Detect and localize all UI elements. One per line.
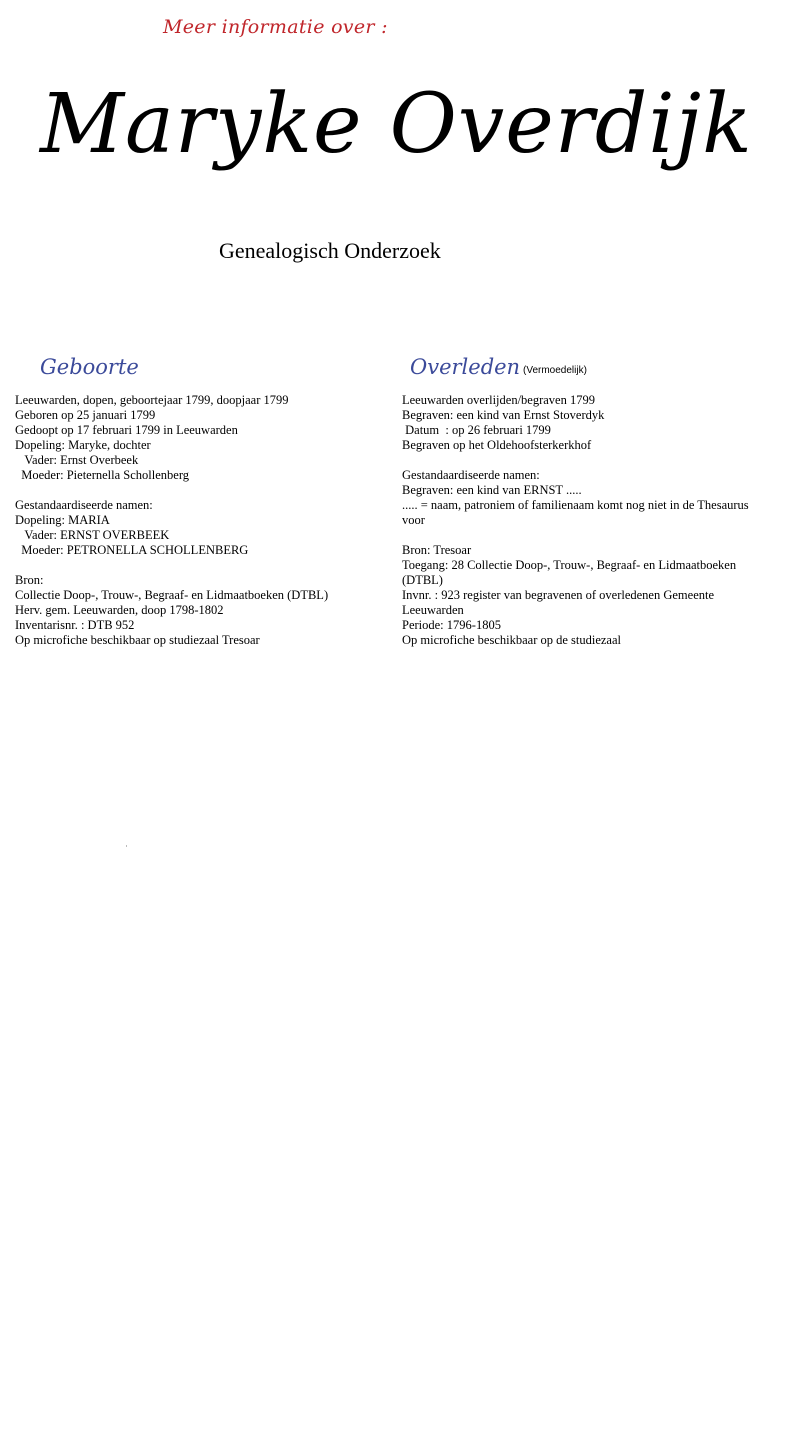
- father-name: Vader: Ernst Overbeek: [15, 453, 139, 467]
- death-heading: Overleden: [410, 355, 521, 379]
- source-inventory: Invnr. : 923 register van begravenen of overledenen Gemeente Leeuwarden: [402, 588, 718, 617]
- source-label: Bron:: [15, 573, 44, 587]
- birth-source-line: Leeuwarden, dopen, geboortejaar 1799, doopjaar 1799: [15, 393, 289, 407]
- death-column: [402, 393, 772, 648]
- standardized-mother: Moeder: PETRONELLA SCHOLLENBERG: [15, 543, 249, 557]
- birth-heading: Geboorte: [40, 355, 139, 379]
- intro-text: Meer informatie over :: [163, 16, 388, 38]
- source-availability: Op microfiche beschikbaar op studiezaal Tresoar: [15, 633, 260, 647]
- source-availability: Op microfiche beschikbaar op de studiezaal: [402, 633, 622, 647]
- source-collection: Collectie Doop-, Trouw-, Begraaf- en Lidmaatboeken (DTBL): [15, 588, 329, 602]
- spacer: [402, 453, 772, 468]
- stray-mark: [126, 845, 127, 847]
- source-access: Toegang: 28 Collectie Doop-, Trouw-, Begraaf- en Lidmaatboeken (DTBL): [402, 558, 740, 587]
- standardized-father: Vader: ERNST OVERBEEK: [15, 528, 170, 542]
- burial-record: Begraven: een kind van Ernst Stoverdyk: [402, 408, 605, 422]
- standardized-label: Gestandaardiseerde namen:: [402, 468, 540, 482]
- source-label: Bron: Tresoar: [402, 543, 472, 557]
- source-period: Periode: 1796-1805: [402, 618, 501, 632]
- standardized-note: ..... = naam, patroniem of familienaam komt nog niet in de Thesaurus voor: [402, 498, 752, 527]
- burial-place: Begraven op het Oldehoofsterkerkhof: [402, 438, 592, 452]
- baptism-name: Dopeling: Maryke, dochter: [15, 438, 151, 452]
- spacer: [15, 483, 385, 498]
- source-parish: Herv. gem. Leeuwarden, doop 1798-1802: [15, 603, 224, 617]
- standardized-burial: Begraven: een kind van ERNST .....: [402, 483, 582, 497]
- death-source-line: Leeuwarden overlijden/begraven 1799: [402, 393, 595, 407]
- burial-date: Datum : op 26 februari 1799: [402, 423, 551, 437]
- spacer: [402, 528, 772, 543]
- death-heading-note: (Vermoedelijk): [523, 365, 587, 376]
- page-subtitle: Genealogisch Onderzoek: [219, 238, 441, 263]
- baptism-date: Gedoopt op 17 februari 1799 in Leeuwarden: [15, 423, 238, 437]
- source-inventory: Inventarisnr. : DTB 952: [15, 618, 135, 632]
- standardized-baptism: Dopeling: MARIA: [15, 513, 110, 527]
- birth-date: Geboren op 25 januari 1799: [15, 408, 156, 422]
- birth-column: [15, 393, 385, 648]
- standardized-label: Gestandaardiseerde namen:: [15, 498, 153, 512]
- spacer: [15, 558, 385, 573]
- mother-name: Moeder: Pieternella Schollenberg: [15, 468, 190, 482]
- person-name-title: Maryke Overdijk: [40, 77, 753, 172]
